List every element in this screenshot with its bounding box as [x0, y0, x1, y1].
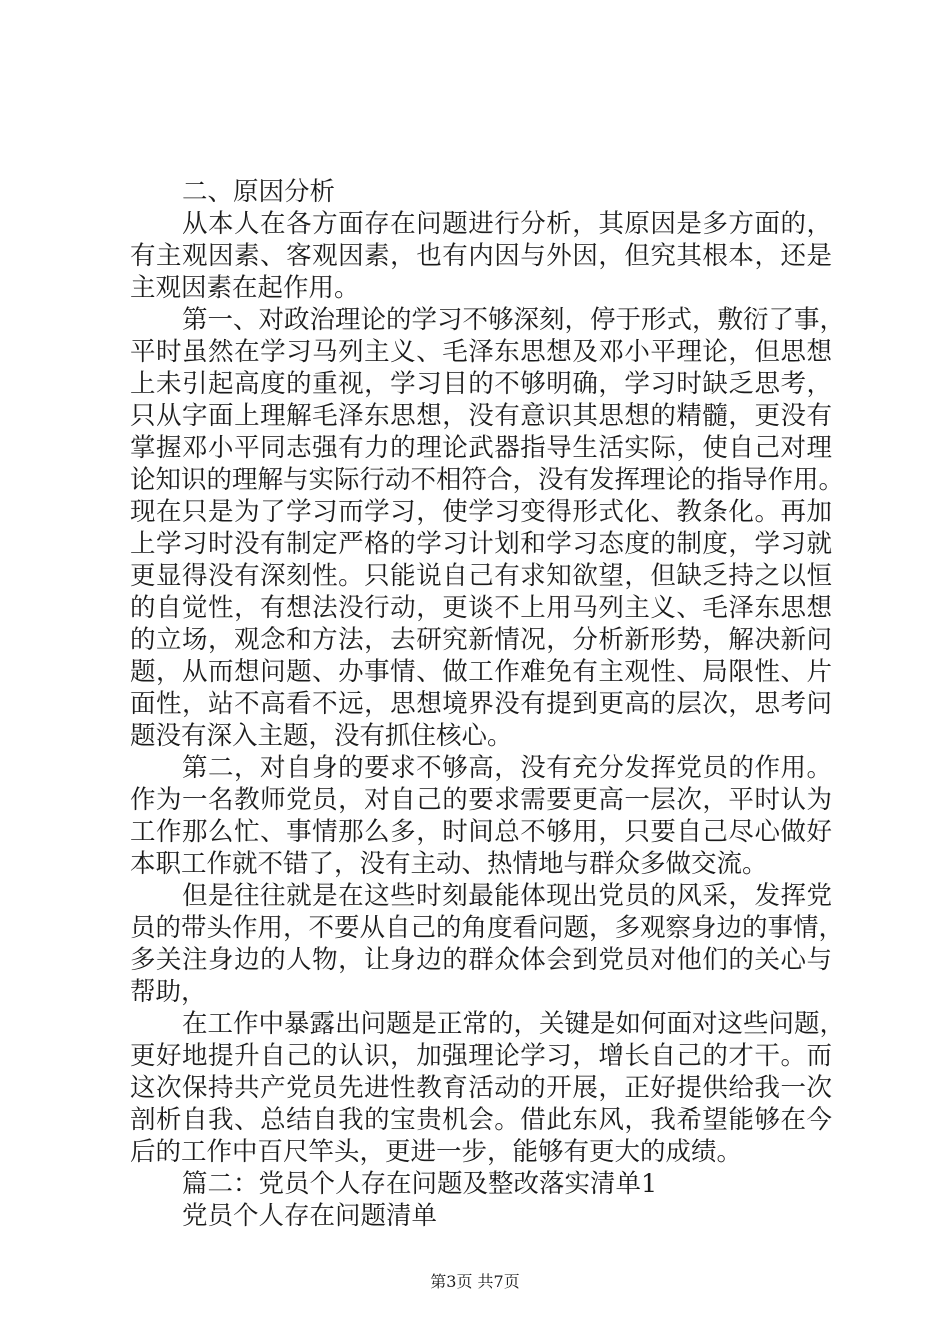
text-line: 只从字面上理解毛泽东思想，没有意识其思想的精髓，更没有 — [130, 401, 832, 431]
text-line: 现在只是为了学习而学习，使学习变得形式化、教条化。再加 — [130, 497, 832, 527]
text-line: 面性，站不高看不远，思想境界没有提到更高的层次，思考问 — [130, 689, 832, 719]
text-line: 在工作中暴露出问题是正常的，关键是如何面对这些问题， — [182, 1009, 846, 1039]
text-line: 党员个人存在问题清单 — [182, 1201, 438, 1231]
text-line: 第二，对自身的要求不够高，没有充分发挥党员的作用。 — [182, 753, 832, 783]
text-line: 工作那么忙、事情那么多，时间总不够用，只要自己尽心做好 — [130, 817, 832, 847]
text-line: 题，从而想问题、办事情、做工作难免有主观性、局限性、片 — [130, 657, 832, 687]
text-line: 本职工作就不错了，没有主动、热情地与群众多做交流。 — [130, 849, 768, 879]
text-line: 上未引起高度的重视，学习目的不够明确，学习时缺乏思考， — [130, 369, 832, 399]
text-line: 作为一名教师党员，对自己的要求需要更高一层次，平时认为 — [130, 785, 832, 815]
text-line: 二、原因分析 — [182, 177, 336, 207]
text-line: 上学习时没有制定严格的学习计划和学习态度的制度，学习就 — [130, 529, 832, 559]
text-line: 论知识的理解与实际行动不相符合，没有发挥理论的指导作用。 — [130, 465, 845, 495]
text-line: 的立场，观念和方法，去研究新情况，分析新形势，解决新问 — [130, 625, 832, 655]
text-line: 掌握邓小平同志强有力的理论武器指导生活实际，使自己对理 — [130, 433, 832, 463]
text-line: 更好地提升自己的认识，加强理论学习，增长自己的才干。而 — [130, 1041, 832, 1071]
text-line: 更显得没有深刻性。只能说自己有求知欲望，但缺乏持之以恒 — [130, 561, 832, 591]
text-line: 帮助， — [130, 977, 207, 1007]
text-line: 这次保持共产党员先进性教育活动的开展，正好提供给我一次 — [130, 1073, 832, 1103]
text-line: 第一、对政治理论的学习不够深刻，停于形式，敷衍了事， — [182, 305, 846, 335]
page-footer: 第3页 共7页 — [430, 1272, 520, 1291]
text-line: 多关注身边的人物，让身边的群众体会到党员对他们的关心与 — [130, 945, 832, 975]
text-line: 平时虽然在学习马列主义、毛泽东思想及邓小平理论，但思想 — [130, 337, 832, 367]
text-line: 后的工作中百尺竿头，更进一步，能够有更大的成绩。 — [130, 1137, 743, 1167]
text-line: 篇二：党员个人存在问题及整改落实清单1 — [182, 1169, 658, 1199]
text-line: 题没有深入主题，没有抓住核心。 — [130, 721, 513, 751]
text-line: 的自觉性，有想法没行动，更谈不上用马列主义、毛泽东思想 — [130, 593, 832, 623]
text-line: 主观因素在起作用。 — [130, 273, 360, 303]
text-line: 但是往往就是在这些时刻最能体现出党员的风采，发挥党 — [182, 881, 832, 911]
text-line: 剖析自我、总结自我的宝贵机会。借此东风，我希望能够在今 — [130, 1105, 832, 1135]
document-body — [130, 176, 846, 1232]
text-line: 从本人在各方面存在问题进行分析，其原因是多方面的， — [182, 209, 832, 239]
text-line: 员的带头作用，不要从自己的角度看问题，多观察身边的事情， — [130, 913, 845, 943]
text-line: 有主观因素、客观因素，也有内因与外因，但究其根本，还是 — [130, 241, 832, 271]
